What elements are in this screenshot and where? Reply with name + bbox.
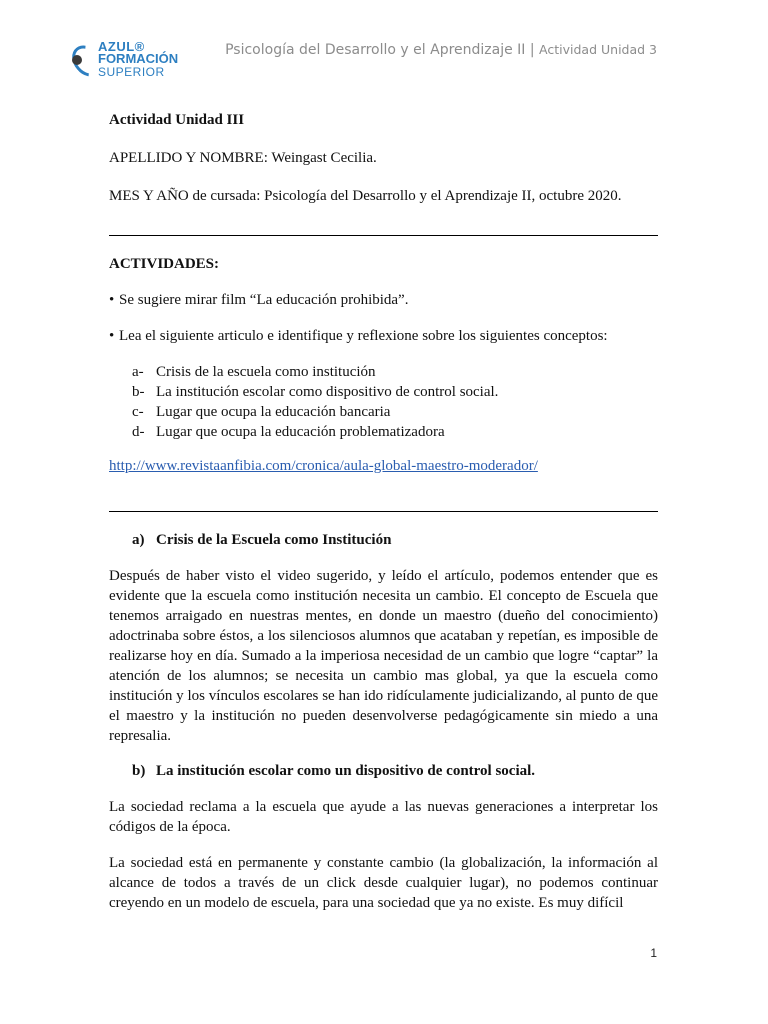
page-header [0,0,768,100]
list-item [132,402,658,422]
bullet-icon: • [109,292,115,308]
header-course-title: Psicología del Desarrollo y el Aprendizaje II | [225,42,540,58]
bullet-text-article: Lea el siguiente articulo e identifique y reflexione sobre los siguientes conceptos: [119,328,608,344]
section-a-body: Después de haber visto el video sugerido, y leído el artículo, podemos entender que es evidente que la escuela como institución necesita un cambio. El concepto de Escuela que tenemos arraigado en nuestras mentes, en donde un maestro (dueño del conocimiento) adoctrinaba sobre éstos, a los silenciosos alumnos que acataban y repetían, es imposible de realizarse hoy en día. Sumado a la imperiosa necesidad de un cambio que logre “captar” la atención de los alumnos; se necesita un cambio mas global, ya que la escuela como institución y los vínculos escolares se han ido ridículamente judicializando, al punto de que el maestro y la institución no pueden desenvolverse pedagógicamente sin miedo a una represalia. [109,568,658,744]
bullet-item [109,326,658,346]
article-link[interactable]: http://www.revistaanfibia.com/cronica/aula-global-maestro-moderador/ [109,458,538,474]
student-name-line: APELLIDO Y NOMBRE: Weingast Cecilia. [109,150,377,166]
article-link-line [109,456,658,476]
horizontal-rule [109,235,658,236]
list-letter: a- [132,364,144,380]
azul-formacion-logo [72,39,179,82]
logo-text-superior: SUPERIOR [98,65,165,79]
list-text: Lugar que ocupa la educación problematizadora [156,424,445,440]
list-item [132,362,658,382]
list-text: La institución escolar como dispositivo de control social. [156,384,499,400]
logo-text-azul: AZUL® [98,39,145,54]
section-b-title: La institución escolar como un dispositivo de control social. [156,763,536,779]
section-a-number: a) [132,532,145,548]
list-item [132,422,658,442]
logo-dot-icon [72,55,82,65]
section-b-paragraph-1: La sociedad reclama a la escuela que ayude a las nuevas generaciones a interpretar los códigos de la época. [109,799,658,835]
activities-heading: ACTIVIDADES: [109,256,220,272]
concepts-list [132,362,658,442]
list-letter: c- [132,404,144,420]
list-letter: d- [132,424,145,440]
course-date-line: MES Y AÑO de cursada: Psicología del Desarrollo y el Aprendizaje II, octubre 2020. [109,188,622,204]
header-title [225,42,657,58]
section-b-heading [132,761,658,781]
bullet-item [109,290,658,310]
section-a-title: Crisis de la Escuela como Institución [156,532,392,548]
bullet-text-film: Se sugiere mirar film “La educación prohibida”. [119,292,409,308]
section-b-paragraph-2: La sociedad está en permanente y constante cambio (la globalización, la información al alcance de todos a través de un click desde cualquier lugar), no podemos continuar creyendo en un modelo de escuela, para una sociedad que ya no existe. Es muy difícil [109,855,658,911]
header-activity-subtitle: Actividad Unidad 3 [539,42,657,57]
list-text: Crisis de la escuela como institución [156,364,376,380]
bullet-icon: • [109,328,115,344]
logo-text-formacion: FORMACIÓN [98,51,179,66]
horizontal-rule [109,511,658,512]
document-title: Actividad Unidad III [109,112,245,128]
list-text: Lugar que ocupa la educación bancaria [156,404,391,420]
list-letter: b- [132,384,145,400]
page-number: 1 [650,946,657,960]
list-item [132,382,658,402]
section-a-heading [132,530,658,550]
document-body [109,108,658,913]
section-b-number: b) [132,763,146,779]
